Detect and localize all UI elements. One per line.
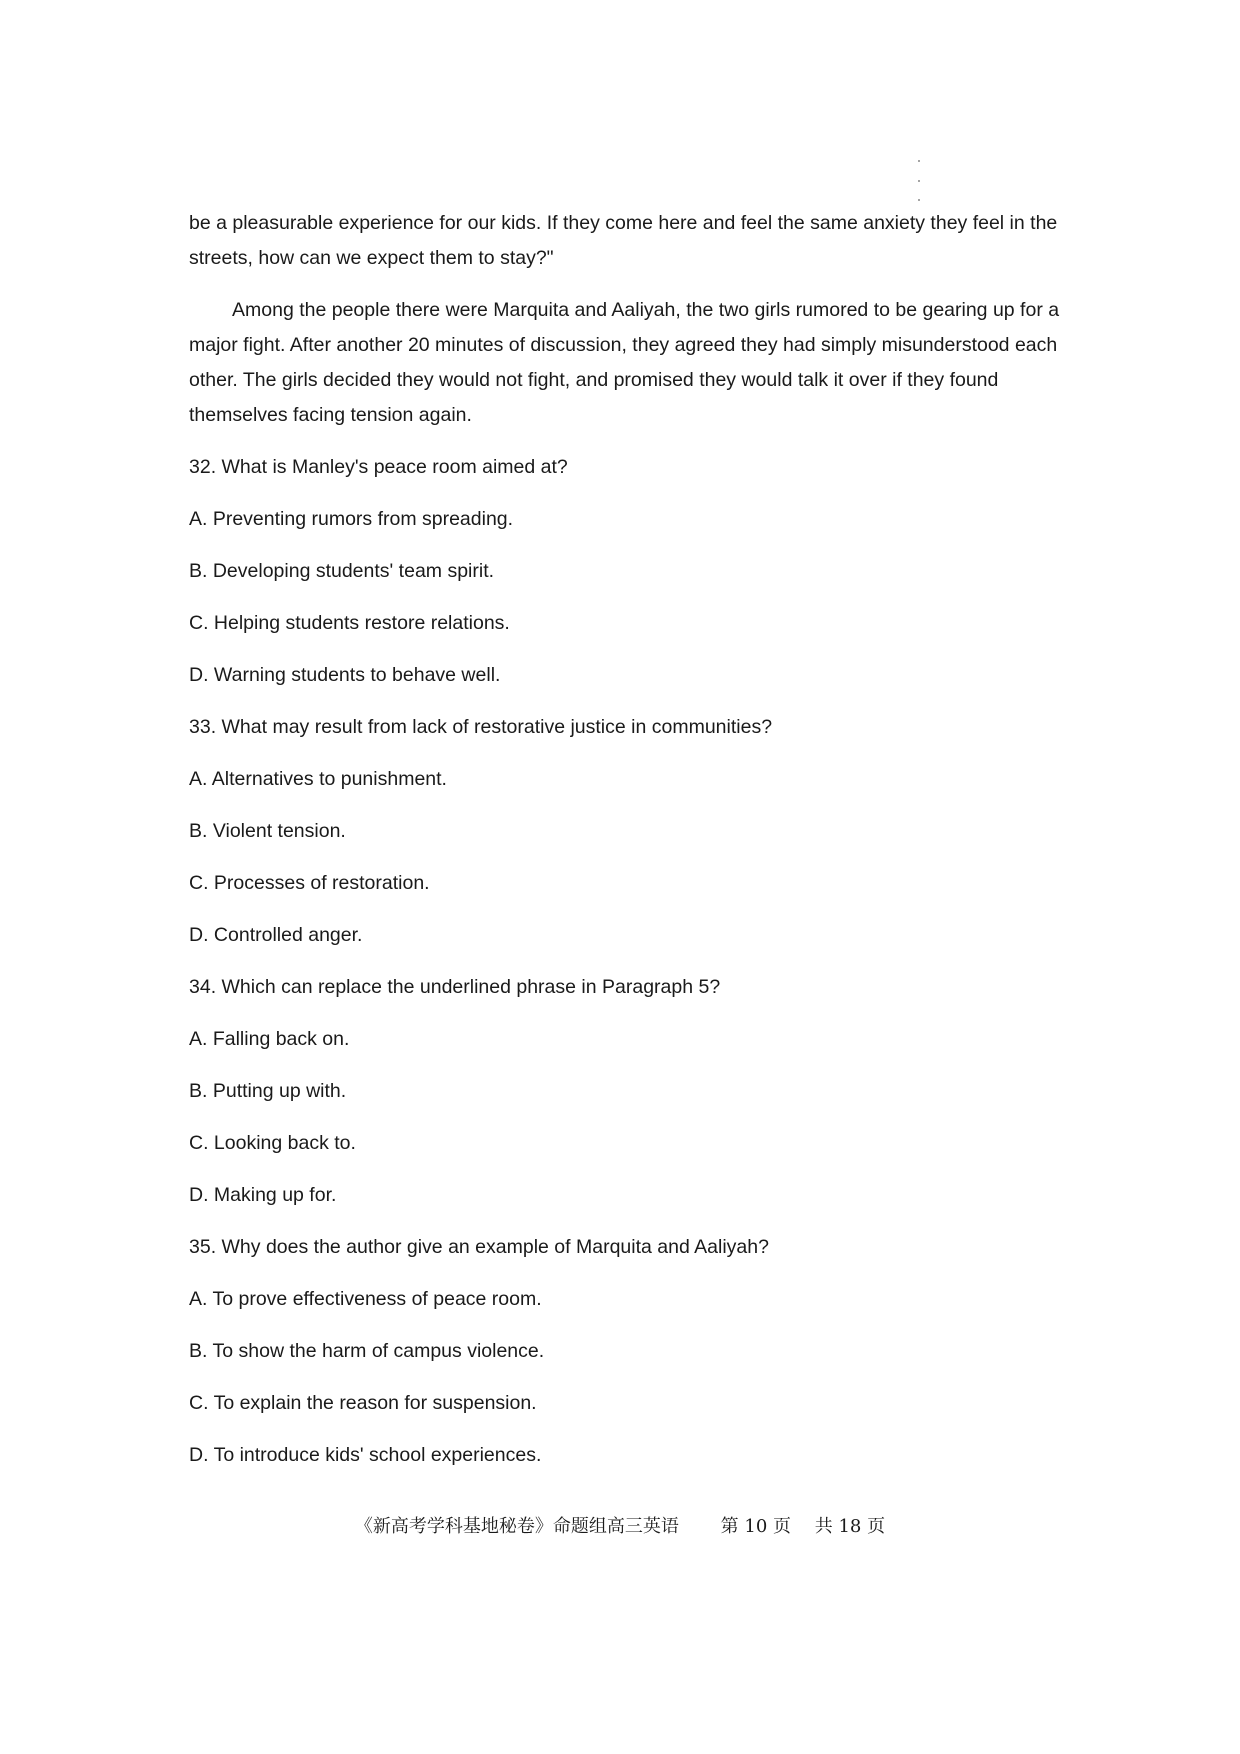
option-d: D. Controlled anger. [189,924,363,946]
question-35 [189,1230,1069,1473]
option-b: B. Violent tension. [189,820,346,842]
option-d: D. Warning students to behave well. [189,664,501,686]
footer-page-number: 第 10 页 [720,1516,791,1537]
option-c: C. Processes of restoration. [189,872,430,894]
option-a: A. Falling back on. [189,1028,350,1050]
option-a: A. Preventing rumors from spreading. [189,508,514,530]
paragraph-continued: be a pleasurable experience for our kids. If they come here and feel the same anxiety they feel in the streets, how can we expect them to stay?" [189,212,1058,269]
question-34 [189,970,1069,1213]
paragraph-marquita-aaliyah: Among the people there were Marquita and Aaliyah, the two girls rumored to be gearing up for a major fight. After another 20 minutes of discussion, they agreed they had simply misunderstood each other. The girls decided they would not fight, and promised they would talk it over if they found themselves facing tension again. [189,299,1060,426]
option-d: D. To introduce kids' school experiences. [189,1444,542,1466]
scan-speck [918,160,920,162]
question-prompt: 33. What may result from lack of restorative justice in communities? [189,716,773,738]
question-prompt: 35. Why does the author give an example of Marquita and Aaliyah? [189,1236,769,1258]
footer-page-total: 共 18 页 [814,1516,886,1537]
option-b: B. Putting up with. [189,1080,347,1102]
option-c: C. Looking back to. [189,1132,356,1154]
option-b: B. To show the harm of campus violence. [189,1340,545,1362]
option-c: C. Helping students restore relations. [189,612,510,634]
footer-title: 《新高考学科基地秘卷》命题组高三英语 [354,1516,679,1537]
option-a: A. Alternatives to punishment. [189,768,447,790]
scan-speck [918,180,920,182]
question-prompt: 34. Which can replace the underlined phrase in Paragraph 5? [189,976,721,998]
option-a: A. To prove effectiveness of peace room. [189,1288,542,1310]
scan-speck [918,199,920,201]
option-b: B. Developing students' team spirit. [189,560,495,582]
option-d: D. Making up for. [189,1184,337,1206]
question-prompt: 32. What is Manley's peace room aimed at? [189,456,568,478]
question-33 [189,710,1069,953]
question-32 [189,450,1069,693]
page-footer [0,1512,1240,1538]
option-c: C. To explain the reason for suspension. [189,1392,537,1414]
document-body [189,206,1069,1490]
